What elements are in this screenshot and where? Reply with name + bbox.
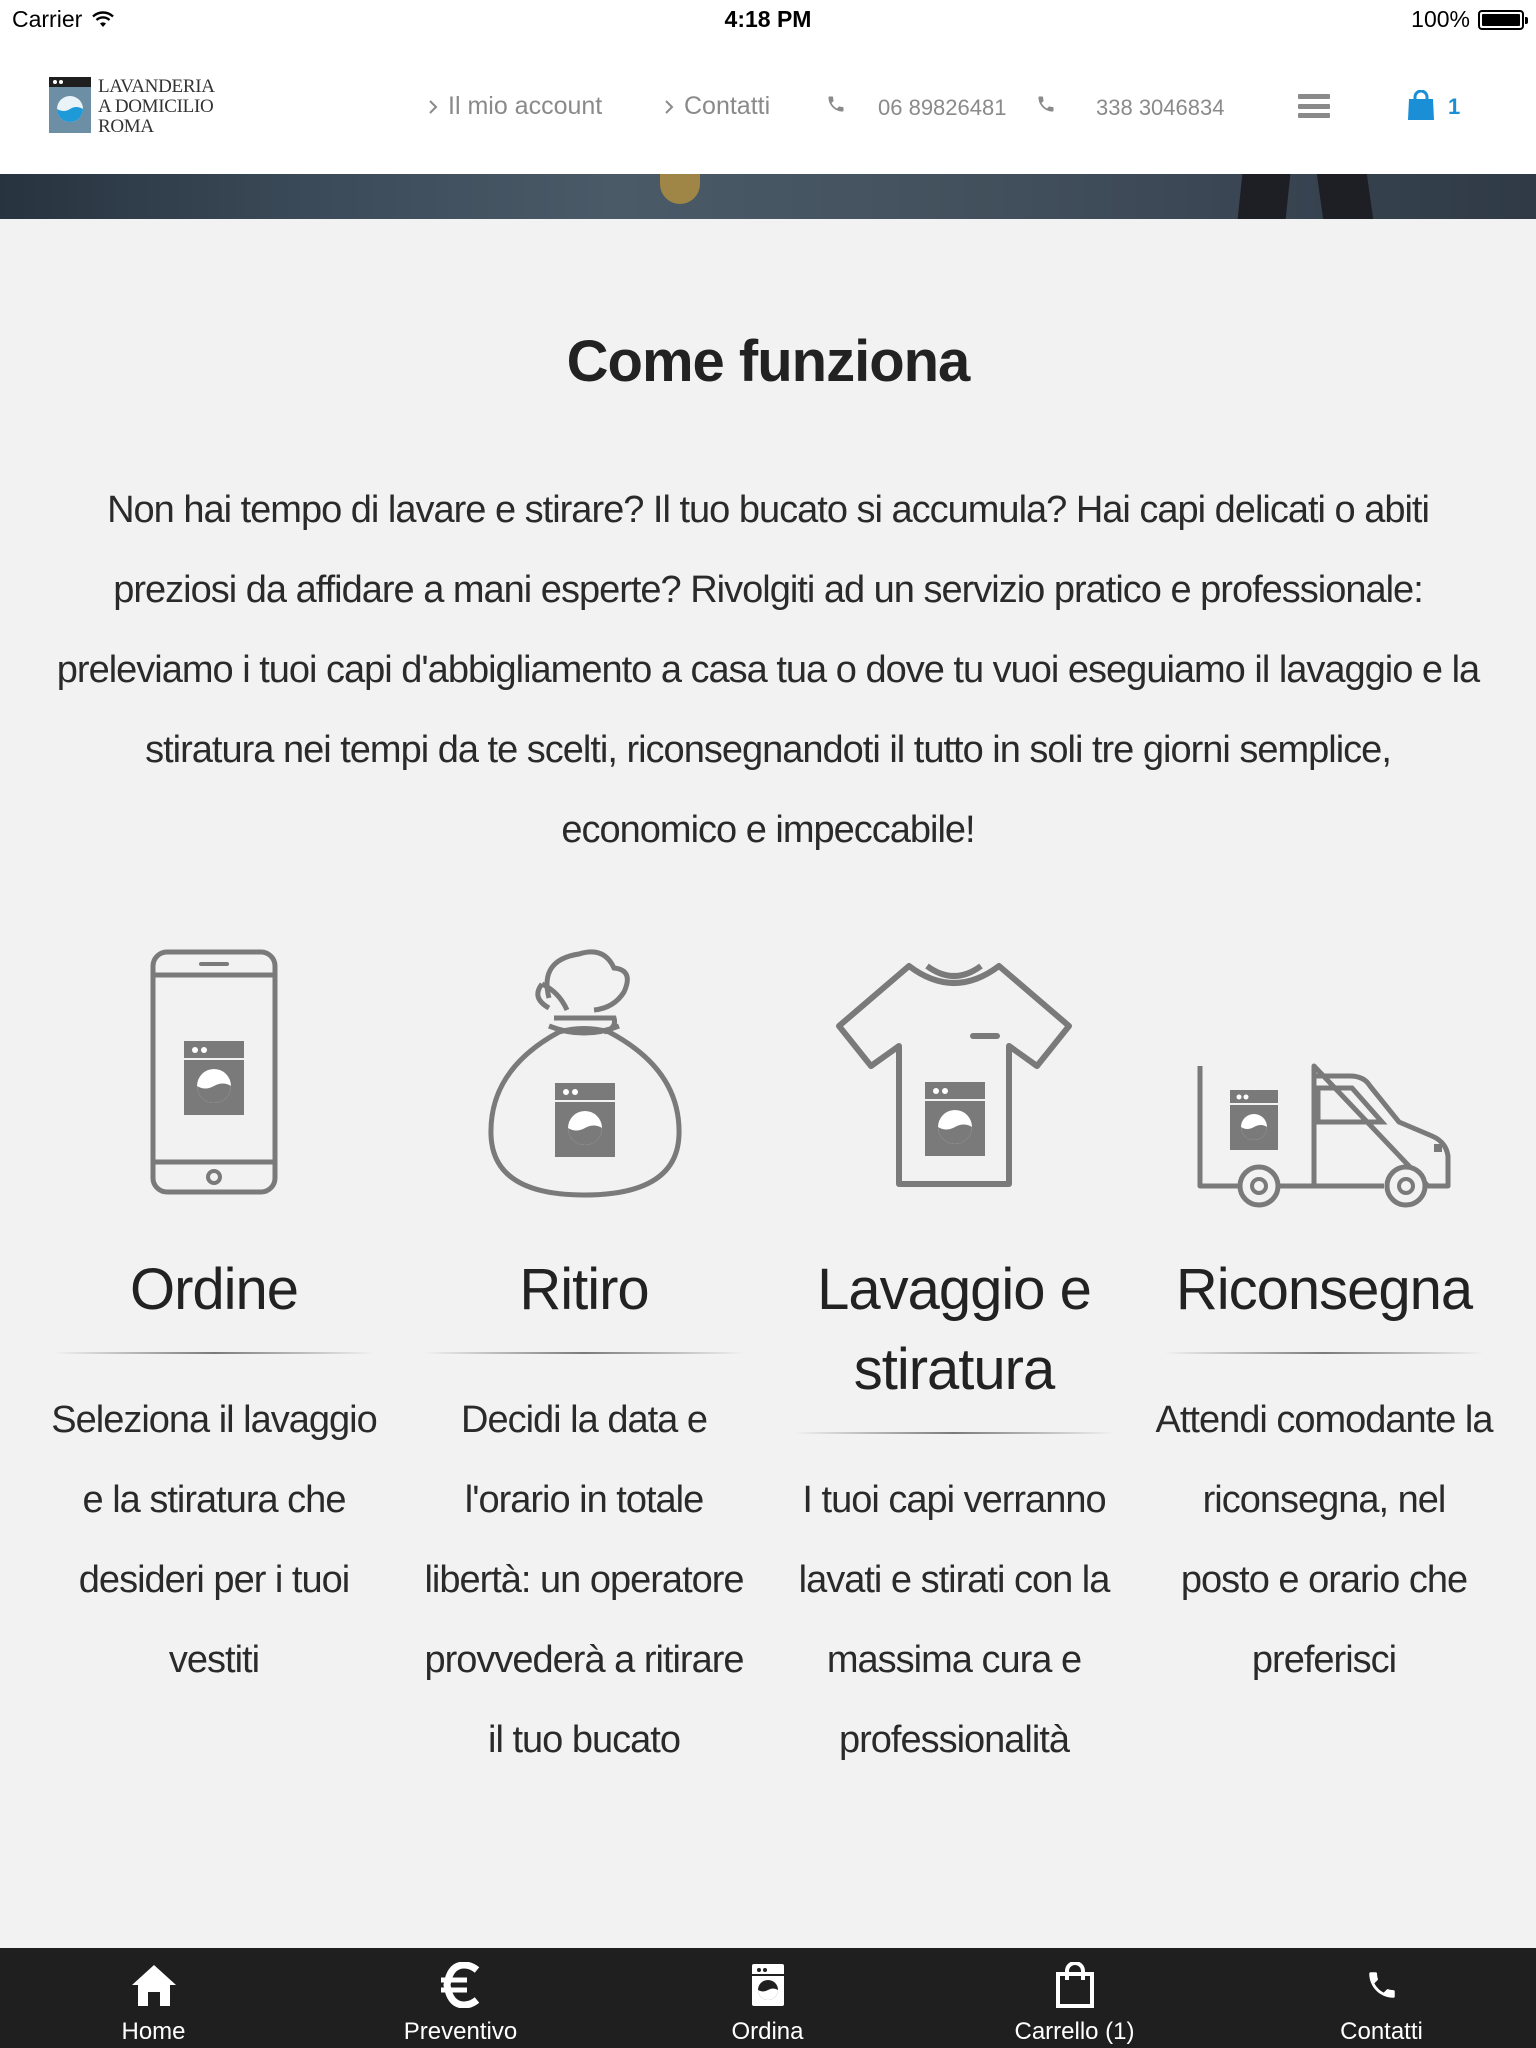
phone-icon [826,93,846,115]
chevron-right-icon [664,99,674,115]
logo-line: ROMA [98,116,154,137]
tab-label: Home [121,2018,186,2045]
logo-text [98,77,215,137]
laundry-bag-icon [479,940,689,1202]
step-card-ordine [44,940,384,1700]
home-icon [130,1962,178,2008]
phone-number-2[interactable]: 338 3046834 [1096,95,1225,120]
logo-line: LAVANDERIA [98,76,215,97]
phone-number-1[interactable]: 06 89826481 [878,95,1007,120]
step-card-lavaggio [784,940,1124,1780]
tab-ordina[interactable] [614,1948,921,2048]
bottom-tab-bar [0,1948,1536,2048]
tab-label: Preventivo [403,2018,518,2045]
step-divider [54,1352,374,1354]
chevron-right-icon [428,99,438,115]
hero-image-strip [0,174,1536,219]
step-description: Decidi la data e l'orario in totale libertà: un operatore provvederà a ritirare il tuo bucato [424,1399,744,1761]
battery-icon [1478,10,1524,30]
tab-preventivo[interactable] [307,1948,614,2048]
step-title: Ordine [129,1257,299,1322]
step-divider [794,1432,1114,1434]
smartphone-washer-icon [144,940,284,1200]
euro-icon [439,1962,483,2008]
shopping-bag-icon [1055,1962,1095,2008]
nav-account-link[interactable] [428,92,602,121]
hamburger-menu-icon[interactable] [1298,94,1330,118]
battery-percent: 100% [1411,6,1470,32]
section-title: Come funziona [566,329,970,394]
step-card-riconsegna [1154,940,1494,1700]
step-card-ritiro [414,940,754,1780]
delivery-van-icon [1194,1010,1454,1210]
site-header [0,40,1536,174]
step-description: Attendi comodante la riconsegna, nel posto e orario che preferisci [1155,1399,1493,1681]
step-description: Seleziona il lavaggio e la stiratura che desideri per i tuoi vestiti [51,1399,377,1681]
phone-icon [1365,1968,1399,2002]
tab-carrello[interactable] [921,1948,1228,2048]
shopping-bag-icon[interactable] [1406,90,1436,122]
step-title: Ritiro [519,1257,649,1322]
logo-washer-icon [48,76,92,134]
step-description: I tuoi capi verranno lavati e stirati con la massima cura e professionalità [798,1479,1110,1761]
intro-paragraph: Non hai tempo di lavare e stirare? Il tuo bucato si accumula? Hai capi delicati o abiti preziosi da affidare a mani esperte? Rivolgiti ad un servizio pratico e professionale: preleviamo i tuoi capi d'abbigliamento a casa tua o dove tu vuoi eseguiamo il lavaggio e la stiratura nei tempi da te scelti, riconsegnandoti il tutto in soli tre giorni semplice, economico e impeccabile! [56,489,1480,851]
step-divider [424,1352,744,1354]
nav-account-label: Il mio account [448,92,603,120]
status-right [1411,6,1524,33]
status-bar [0,0,1536,40]
tshirt-washer-icon [829,940,1079,1190]
tab-label: Contatti [1340,2018,1423,2045]
logo-line: A DOMICILIO [98,96,214,117]
tab-label: Carrello (1) [1014,2018,1135,2045]
step-title: Riconsegna [1175,1257,1473,1322]
phone-icon [1036,93,1056,115]
nav-contacts-link[interactable] [664,92,770,121]
step-divider [1164,1352,1484,1354]
site-logo[interactable] [48,76,215,137]
tab-home[interactable] [0,1948,307,2048]
cart-count-badge[interactable]: 1 [1448,94,1461,119]
tab-contatti[interactable] [1228,1948,1535,2048]
carrier-label: Carrier [12,6,83,32]
clock: 4:18 PM [724,6,812,32]
nav-contacts-label: Contatti [684,92,771,120]
tab-label: Ordina [731,2018,804,2045]
washer-icon [751,1963,785,2007]
step-title: Lavaggio e stiratura [817,1257,1091,1402]
